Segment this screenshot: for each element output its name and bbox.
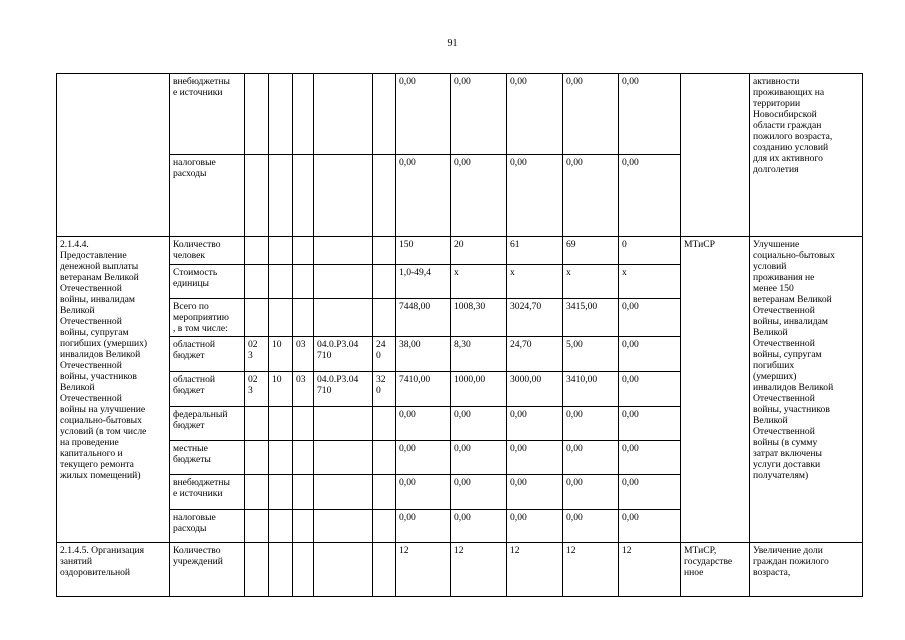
value-cell: 0,00	[622, 76, 639, 87]
value-cell: x	[510, 267, 515, 278]
value-cell: 0,00	[399, 477, 416, 488]
value-cell: 12	[510, 545, 520, 556]
event-name-cell	[57, 74, 170, 237]
value-cell: 0,00	[399, 443, 416, 454]
value-cell: 38,00	[399, 339, 421, 350]
table-row	[57, 237, 863, 265]
value-cell: 0,00	[510, 477, 527, 488]
indicator-label: Всего по мероприятию , в том числе:	[173, 301, 229, 334]
table-row	[57, 543, 863, 597]
indicator-label: Количество учреждений	[173, 545, 223, 567]
value-cell: 12	[399, 545, 409, 556]
program-table	[56, 73, 863, 597]
value-cell: 3024,70	[510, 301, 542, 312]
indicator-label: налоговые расходы	[173, 512, 216, 534]
value-cell: 3415,00	[566, 301, 598, 312]
code-cell: 04.0.P3.04 710	[317, 374, 359, 396]
value-cell: 0,00	[454, 76, 471, 87]
value-cell: 7410,00	[399, 374, 431, 385]
code-cell: 03	[296, 374, 306, 385]
value-cell: 0,00	[566, 76, 583, 87]
indicator-label: местные бюджеты	[173, 443, 211, 465]
code-cell: 10	[272, 374, 282, 385]
code-cell: 03	[296, 339, 306, 350]
value-cell: 0,00	[454, 443, 471, 454]
value-cell: 0,00	[454, 477, 471, 488]
source-label: налоговые расходы	[173, 157, 216, 179]
value-cell: 0,00	[454, 157, 471, 168]
value-cell: 0,00	[510, 76, 527, 87]
source-label: внебюджетны е источники	[173, 76, 230, 98]
value-cell: 0,00	[510, 409, 527, 420]
value-cell: 0,00	[622, 443, 639, 454]
value-cell: 0,00	[622, 157, 639, 168]
value-cell: 12	[622, 545, 632, 556]
value-cell: 0	[622, 239, 627, 250]
value-cell: 3000,00	[510, 374, 542, 385]
value-cell: 0,00	[510, 443, 527, 454]
value-cell: 0,00	[399, 409, 416, 420]
value-cell: 0,00	[566, 512, 583, 523]
indicator-label: Стоимость единицы	[173, 267, 218, 289]
value-cell: 150	[399, 239, 414, 250]
code-cell: 32 0	[376, 374, 386, 396]
value-cell: 8,30	[454, 339, 471, 350]
executor: МТиСР, государстве нное	[684, 545, 733, 578]
indicator-label: Количество человек	[173, 239, 221, 261]
value-cell: 69	[566, 239, 576, 250]
value-cell: 12	[566, 545, 576, 556]
result-text: Улучшение социально-бытовых условий проживания не менее 150 ветеранам Великой Отечественной войны, инвалидам Великой Отечественной войны, супругам погибших (умерших) инвалидов Великой Отечественной войны, участников Великой Отечественной войны (в сумму затрат включены услуги доставки получателям)	[753, 239, 835, 481]
value-cell: 0,00	[454, 512, 471, 523]
value-cell: 3410,00	[566, 374, 598, 385]
value-cell: x	[454, 267, 459, 278]
value-cell: 0,00	[622, 477, 639, 488]
table-row	[57, 74, 863, 155]
code-cell: 24 0	[376, 339, 386, 361]
value-cell: 0,00	[510, 157, 527, 168]
value-cell: 5,00	[566, 339, 583, 350]
value-cell: 0,00	[566, 477, 583, 488]
value-cell: x	[622, 267, 627, 278]
indicator-label: внебюджетны е источники	[173, 477, 230, 499]
value-cell: 61	[510, 239, 520, 250]
value-cell: 0,00	[622, 301, 639, 312]
result-text: Увеличение доли граждан пожилого возраста,	[753, 545, 829, 578]
executor-cell	[681, 74, 750, 237]
code-cell: 10	[272, 339, 282, 350]
value-cell: 0,00	[399, 512, 416, 523]
code-cell: 02 3	[248, 374, 258, 396]
event-name: 2.1.4.4. Предоставление денежной выплаты ветеранам Великой Отечественной войны, инвалидам Великой Отечественной войны, супругам погибших (умерших) инвалидов Великой Отечественной войны, участников Великой Отечественной войны на улучшение социально-бытовых условий (в том числе на проведение капитального и текущего ремонта жилых помещений)	[60, 239, 148, 481]
indicator-label: областной бюджет	[173, 339, 216, 361]
value-cell: 1,0-49,4	[399, 267, 431, 278]
event-name: 2.1.4.5. Организация занятий оздоровительной	[60, 545, 145, 578]
value-cell: 0,00	[399, 157, 416, 168]
indicator-label: областной бюджет	[173, 374, 216, 396]
page-number: 91	[447, 38, 458, 49]
value-cell: 0,00	[454, 409, 471, 420]
value-cell: 0,00	[566, 157, 583, 168]
value-cell: 1008,30	[454, 301, 486, 312]
indicator-label: федеральный бюджет	[173, 409, 228, 431]
value-cell: 0,00	[622, 339, 639, 350]
value-cell: 0,00	[510, 512, 527, 523]
code-cell: 04.0.P3.04 710	[317, 339, 359, 361]
result-text: активности проживающих на территории Новосибирской области граждан пожилого возраста, созданию условий для их активного долголетия	[753, 76, 833, 175]
value-cell: 12	[454, 545, 464, 556]
value-cell: 0,00	[622, 512, 639, 523]
value-cell: 0,00	[566, 443, 583, 454]
value-cell: 0,00	[399, 76, 416, 87]
value-cell: x	[566, 267, 571, 278]
value-cell: 7448,00	[399, 301, 431, 312]
value-cell: 0,00	[622, 374, 639, 385]
value-cell: 0,00	[622, 409, 639, 420]
value-cell: 24,70	[510, 339, 532, 350]
executor: МТиСР	[684, 239, 716, 250]
value-cell: 0,00	[566, 409, 583, 420]
value-cell: 1000,00	[454, 374, 486, 385]
value-cell: 20	[454, 239, 464, 250]
code-cell: 02 3	[248, 339, 258, 361]
